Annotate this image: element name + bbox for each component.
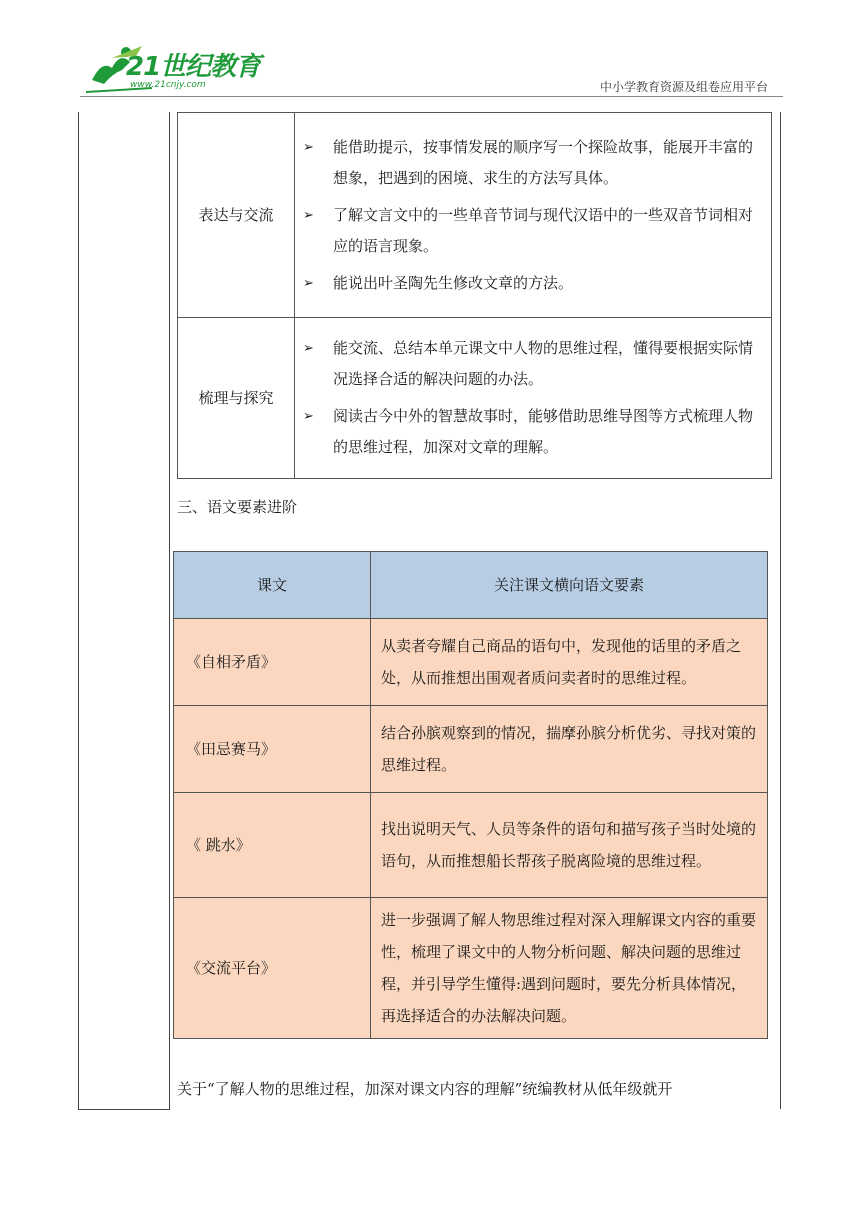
description-cell: 进一步强调了解人物思维过程对深入理解课文内容的重要性，梳理了课文中的人物分析问题、解决问题的思维过程，并引导学生懂得:遇到问题时，要先分析具体情况，再选择适合的办法解决问题。 — [371, 898, 768, 1039]
lesson-cell: 《自相矛盾》 — [174, 619, 371, 706]
table-row — [178, 113, 772, 318]
description-cell: 从卖者夸耀自己商品的语句中，发现他的话里的矛盾之处，从而推想出围观者质问卖者时的思维过程。 — [371, 619, 768, 706]
table-row — [174, 793, 768, 898]
header-divider — [80, 96, 783, 97]
list-item: ➢ 了解文言文中的一些单音节词与现代汉语中的一些双音节词相对应的语言现象。 — [303, 200, 763, 262]
lesson-cell: 《 跳水》 — [174, 793, 371, 898]
lesson-cell: 《田忌赛马》 — [174, 706, 371, 793]
table-row — [174, 706, 768, 793]
category-cell: 表达与交流 — [178, 113, 295, 318]
standards-table — [177, 112, 772, 479]
list-item: ➢ 能借助提示，按事情发展的顺序写一个探险故事，能展开丰富的想象，把遇到的困境、求生的方法写具体。 — [303, 132, 763, 194]
table-row — [178, 318, 772, 479]
lesson-cell: 《交流平台》 — [174, 898, 371, 1039]
arrow-bullet-icon: ➢ — [303, 341, 314, 356]
column-header: 关注课文横向语文要素 — [371, 552, 768, 619]
items-cell — [295, 113, 772, 318]
table-row — [174, 898, 768, 1039]
arrow-bullet-icon: ➢ — [303, 139, 314, 155]
platform-title: 中小学教育资源及组卷应用平台 — [599, 80, 768, 94]
items-cell — [295, 318, 772, 479]
elements-table — [173, 551, 768, 1039]
description-cell: 结合孙膑观察到的情况，揣摩孙膑分析优劣、寻找对策的思维过程。 — [371, 706, 768, 793]
logo-text: 21世纪教育 — [126, 52, 261, 82]
column-header: 课文 — [174, 552, 371, 619]
outer-table-left-column — [78, 112, 170, 1110]
arrow-bullet-icon: ➢ — [303, 275, 314, 291]
logo-url: www.21cnjy.com — [130, 80, 206, 90]
body-paragraph: 关于“了解人物的思维过程，加深对课文内容的理解”统编教材从低年级就开 — [177, 1080, 673, 1098]
page-header — [0, 0, 860, 100]
table-header-row — [174, 552, 768, 619]
section-title: 三、语文要素进阶 — [177, 498, 298, 516]
arrow-bullet-icon: ➢ — [303, 207, 314, 223]
arrow-bullet-icon: ➢ — [303, 409, 314, 424]
list-item: ➢ 能交流、总结本单元课文中人物的思维过程，懂得要根据实际情况选择合适的解决问题的办法。 — [303, 333, 763, 395]
category-cell: 梳理与探究 — [178, 318, 295, 479]
outer-table-right-border — [780, 112, 781, 1109]
table-row — [174, 619, 768, 706]
list-item: ➢ 能说出叶圣陶先生修改文章的方法。 — [303, 268, 763, 299]
description-cell: 找出说明天气、人员等条件的语句和描写孩子当时处境的语句，从而推想船长帮孩子脱离险境的思维过程。 — [371, 793, 768, 898]
list-item: ➢ 阅读古今中外的智慧故事时，能够借助思维导图等方式梳理人物的思维过程，加深对文章的理解。 — [303, 401, 763, 463]
